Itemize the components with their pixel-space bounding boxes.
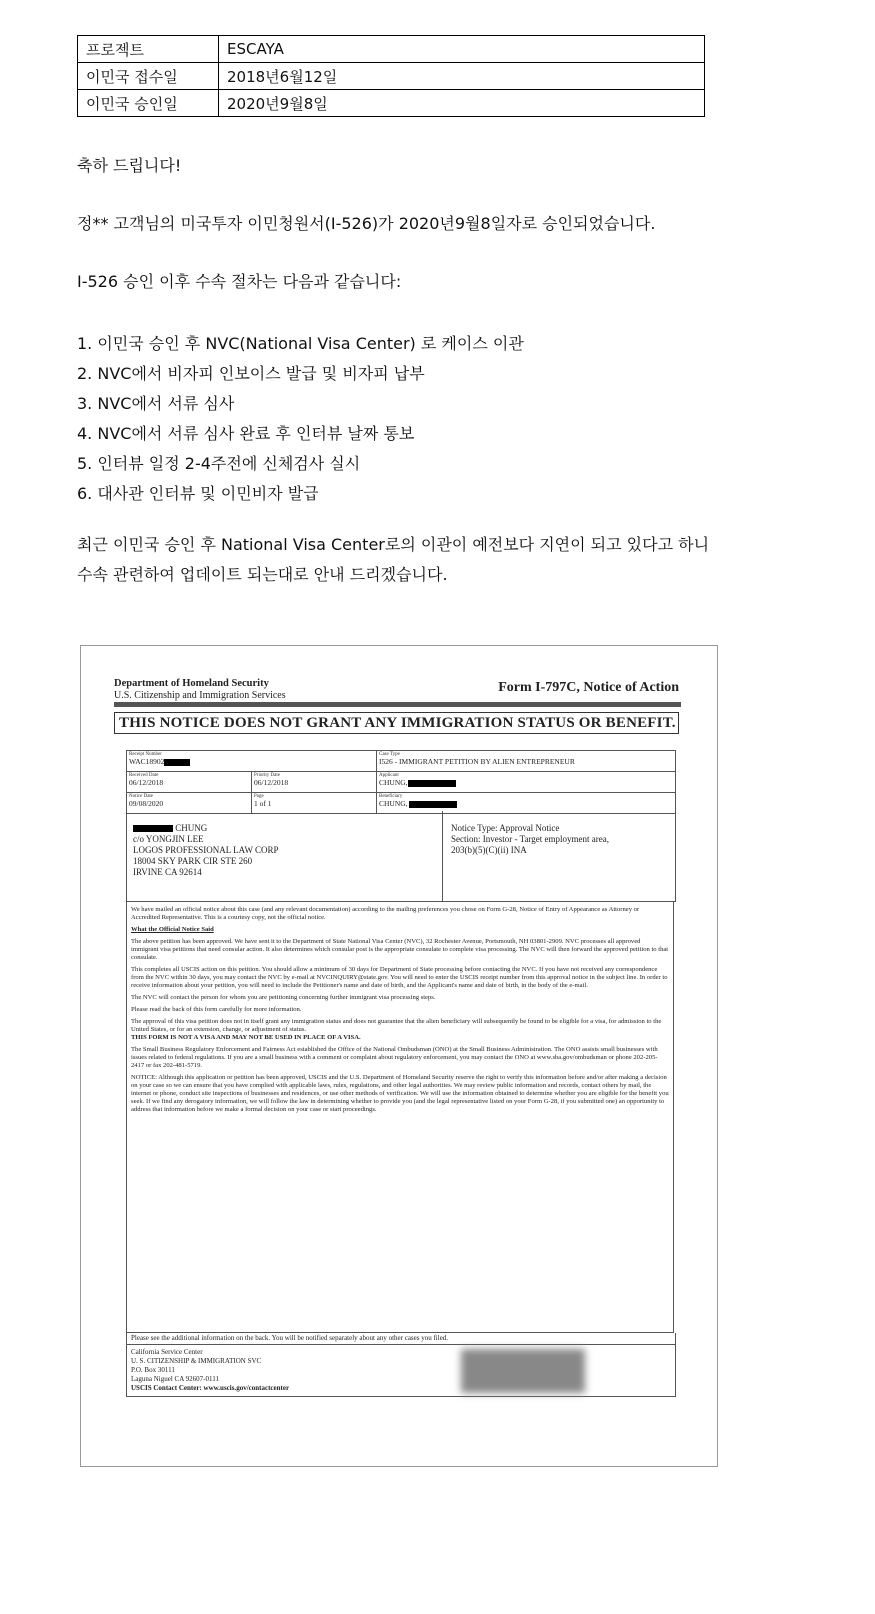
body-paragraph: Please read the back of this form carefully for more information.: [131, 1006, 302, 1013]
notice-footer: [126, 1333, 676, 1397]
priority-cell: Priority Date 06/12/2018: [252, 772, 377, 793]
page-cell: Page 1 of 1: [252, 793, 377, 814]
mailing-address: CHUNG c/o YONGJIN LEE LOGOS PROFESSIONAL LAW CORP 18004 SKY PARK CIR STE 260 IRVINE CA 92614: [133, 823, 279, 877]
body-paragraph: The above petition has been approved. We have sent it to the Department of State National Visa Center (NVC), 32 Rochester Avenue, Portsmouth, NH 03801-2909. NVC processes all approved immigrant visa petitions that need consular action. It also determines which consular post is the appropriate consulate to complete visa processing. The NVC will then forward the approved petition to that consulate.: [131, 938, 669, 961]
redacted-barcode: [461, 1349, 585, 1393]
list-item: 1. 이민국 승인 후 NVC(National Visa Center) 로 케이스 이관: [77, 334, 524, 353]
list-item: 4. NVC에서 서류 심사 완료 후 인터뷰 날짜 통보: [77, 424, 415, 443]
project-value: ESCAYA: [219, 36, 705, 63]
received-cell: Received Date 06/12/2018: [127, 772, 252, 793]
redaction-bar: [164, 759, 190, 766]
body-paragraph: We have mailed an official notice about this case (and any relevant documentation) according to the mailing preferences you chose on Form G-28, Notice of Entry of Appearance as Attorney or Accredited Representative. This is a courtesy copy, not the official notice.: [131, 906, 640, 921]
list-item: 6. 대사관 인터뷰 및 이민비자 발급: [77, 484, 319, 503]
notice-type-block: Notice Type: Approval Notice Section: Investor - Target employment area, 203(b)(5)(C)(ii) INA: [442, 811, 669, 901]
body-paragraph: THIS FORM IS NOT A VISA AND MAY NOT BE USED IN PLACE OF A VISA.: [131, 1034, 361, 1041]
closing-line-1: 최근 이민국 승인 후 National Visa Center로의 이관이 예전보다 지연이 되고 있다고 하니: [77, 535, 710, 554]
approval-date-label: 이민국 승인일: [78, 90, 219, 117]
receipt-cell: Receipt Number WAC18902: [127, 751, 377, 772]
applicant-cell: Applicant CHUNG,: [377, 772, 676, 793]
redaction-bar: [408, 780, 456, 787]
redaction-bar: [133, 825, 173, 832]
list-item: 5. 인터뷰 일정 2-4주전에 신체검사 실시: [77, 454, 361, 473]
body-paragraph: This completes all USCIS action on this petition. You should allow a minimum of 30 days for Department of State processing before contacting the NVC. If you have not received any correspondence from the NVC within 30 days, you may contact the NVC by e-mail at NVCINQUIRY@state.gov. You will need to enter the USCIS receipt number from this approval notice in the subject line. In order to receive information about your petition, you will need to include the Petitioner's name and date of birth, and the Applicant's name and date of birth, in the body of the e-mail.: [131, 966, 668, 989]
back-note: Please see the additional information on the back. You will be notified separately about any other cases you filed.: [127, 1333, 675, 1345]
approval-notice-image: [80, 645, 718, 1467]
steps-intro: I-526 승인 이후 수속 절차는 다음과 같습니다:: [77, 272, 402, 291]
not-grant-banner: THIS NOTICE DOES NOT GRANT ANY IMMIGRATION STATUS OR BENEFIT.: [114, 712, 679, 734]
project-label: 프로젝트: [78, 36, 219, 63]
list-item: 2. NVC에서 비자피 인보이스 발급 및 비자피 납부: [77, 364, 425, 383]
congrats-text: 축하 드립니다!: [77, 156, 182, 175]
received-date-value: 2018년6월12일: [219, 63, 705, 90]
service-center-address: California Service Center U. S. CITIZENSHIP & IMMIGRATION SVC P.O. Box 30111 Laguna Niguel CA 92607-0111 USCIS Contact Center: www.uscis.gov/contactcenter: [131, 1348, 290, 1392]
redaction-bar: [409, 801, 457, 808]
approval-sentence: 정** 고객님의 미국투자 이민청원서(I-526)가 2020년9월8일자로 승인되었습니다.: [77, 214, 656, 233]
form-title: Form I-797C, Notice of Action: [498, 680, 679, 695]
address-block: [126, 811, 676, 902]
approval-date-value: 2020년9월8일: [219, 90, 705, 117]
case-type-cell: Case Type I526 - IMMIGRANT PETITION BY ALIEN ENTREPRENEUR: [377, 751, 676, 772]
notice-date-cell: Notice Date 09/08/2020: [127, 793, 252, 814]
list-item: 3. NVC에서 서류 심사: [77, 394, 235, 413]
body-paragraph: The NVC will contact the person for whom you are petitioning concerning further immigrant visa processing steps.: [131, 994, 436, 1001]
table-row: [78, 90, 705, 117]
body-paragraph: NOTICE: Although this application or petition has been approved, USCIS and the U.S. Department of Homeland Security reserve the right to verify this information before and/or after making a decision on your case so we can ensure that you have complied with applicable laws, rules, regulations, and other legal authorities. We may review public information and records, contact others by mail, the internet or phone, conduct site inspections of businesses and residences, or use other methods of verification. We will use the information obtained to determine whether you are eligible for the benefit you seek. If we find any derogatory information, we will follow the law in determining whether to provide you (and the legal representative listed on your Form G-28, if you submitted one) an opportunity to address that information before we make a formal decision on your case or start proceedings.: [131, 1074, 669, 1113]
agency-name: U.S. Citizenship and Immigration Services: [114, 690, 286, 701]
notice-body: [126, 901, 674, 1333]
divider: [114, 702, 681, 707]
body-paragraph: The approval of this visa petition does not in itself grant any immigration status and does not guarantee that the alien beneficiary will subsequently be found to be eligible for a visa, for admission to the United States, or for an extension, change, or adjustment of status.: [131, 1018, 662, 1033]
table-row: [78, 36, 705, 63]
received-date-label: 이민국 접수일: [78, 63, 219, 90]
beneficiary-cell: Beneficiary CHUNG,: [377, 793, 676, 814]
body-paragraph: The Small Business Regulatory Enforcement and Fairness Act established the Office of the National Ombudsman (ONO) at the Small Business Administration. The ONO assists small businesses with issues related to federal regulations. If you are a small business with a comment or complaint about regulatory enforcement, you may contact the ONO at www.sba.gov/ombudsman or phone 202-205-2417 or fax 202-481-5719.: [131, 1046, 658, 1069]
agency-header: [114, 678, 286, 702]
project-info-table: [77, 35, 705, 117]
body-heading: What the Official Notice Said: [131, 926, 214, 933]
closing-line-2: 수속 관련하여 업데이트 되는대로 안내 드리겠습니다.: [77, 565, 448, 584]
table-row: [78, 63, 705, 90]
dept-name: Department of Homeland Security: [114, 678, 269, 689]
process-steps-list: [77, 329, 524, 509]
case-fields-grid: [126, 750, 676, 814]
